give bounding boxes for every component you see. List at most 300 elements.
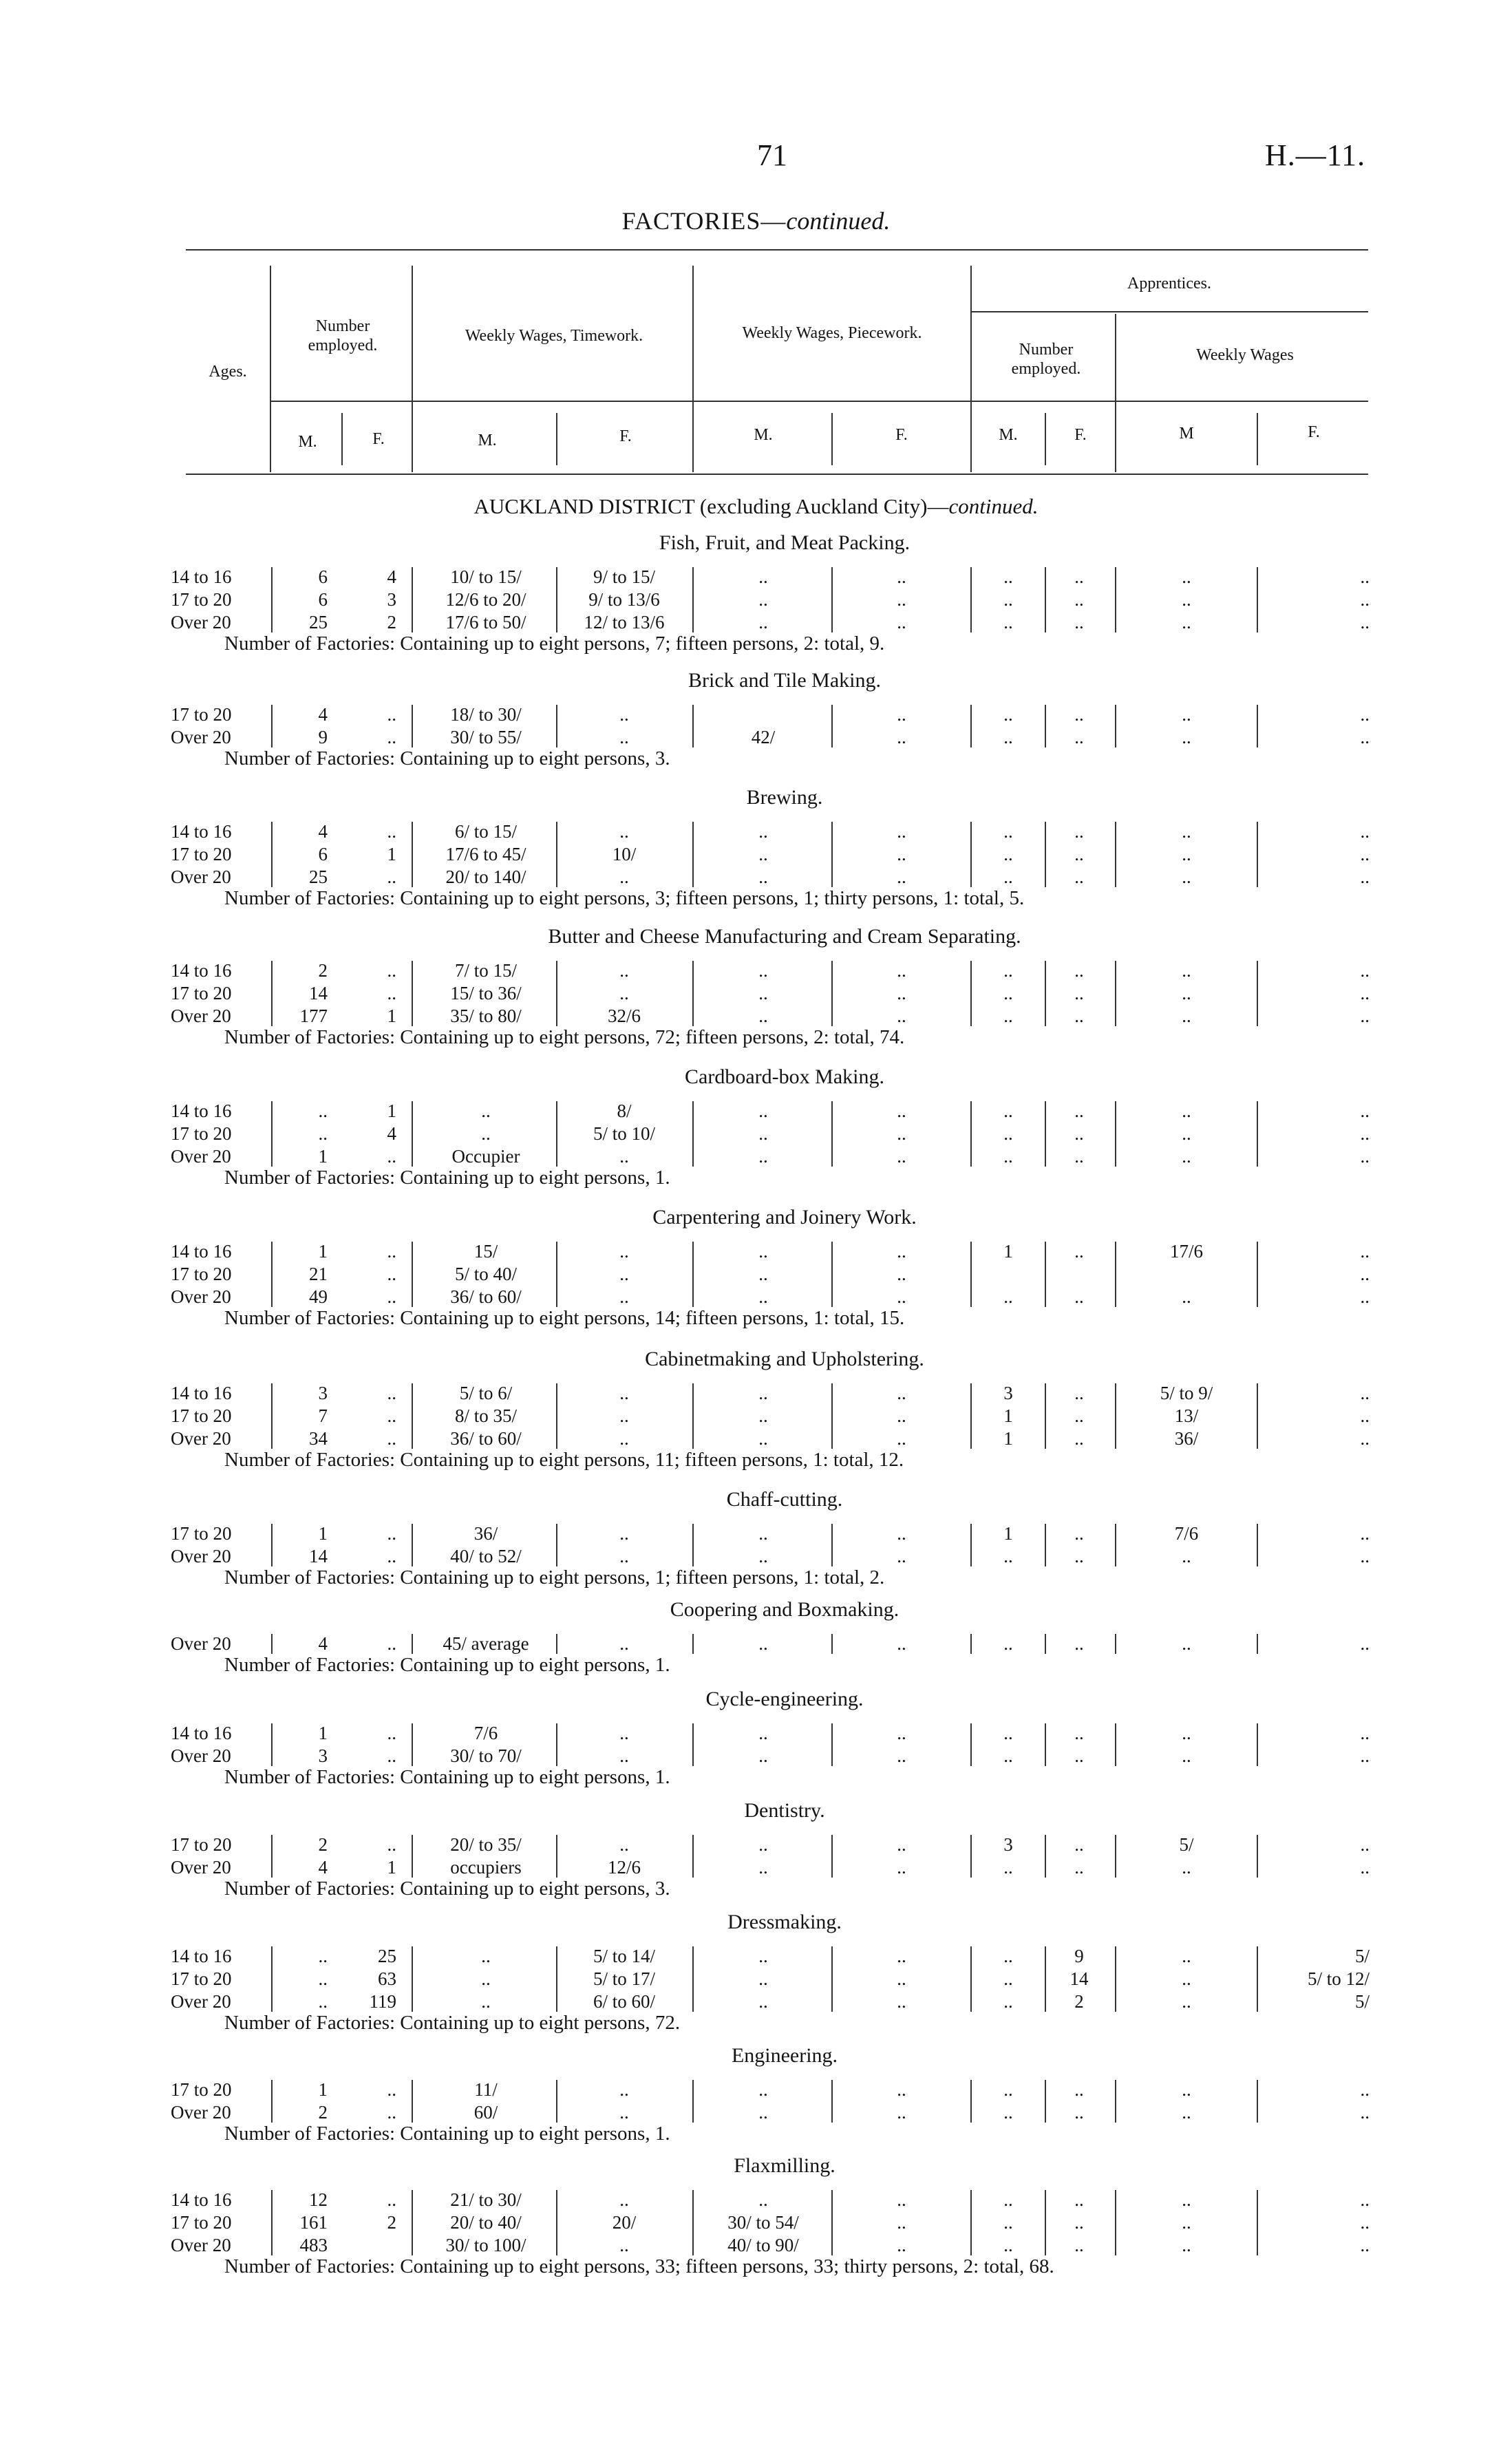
- age-cell: 14 to 16: [171, 2189, 232, 2210]
- apprentice-wage-f-cell: ..: [1360, 612, 1370, 633]
- apprentice-m-cell: ..: [1003, 1146, 1013, 1167]
- timework-f-cell: ..: [619, 1405, 629, 1426]
- apprentice-f-cell: 14: [1069, 1968, 1089, 1989]
- age-cell: 14 to 16: [171, 1723, 232, 1743]
- column-rule: [412, 1946, 413, 2012]
- timework-m-cell: 12/6 to 20/: [445, 589, 526, 610]
- apprentice-m-cell: ..: [1003, 727, 1013, 747]
- employed-m-cell: 4: [318, 704, 328, 725]
- age-cell: 14 to 16: [171, 960, 232, 981]
- piecework-m-cell: ..: [758, 612, 768, 633]
- age-cell: 17 to 20: [171, 1968, 232, 1989]
- apprentice-m-cell: ..: [1003, 566, 1013, 587]
- employed-m-cell: 6: [318, 566, 328, 587]
- apprentice-wage-f-cell: ..: [1360, 1264, 1370, 1284]
- header-bottom-rule: [186, 474, 1368, 475]
- column-rule: [1257, 2190, 1258, 2255]
- timework-m-cell: 20/ to 140/: [445, 867, 526, 887]
- section-title: Cardboard-box Making.: [685, 1065, 884, 1088]
- piecework-f-cell: ..: [897, 1968, 906, 1989]
- employed-f-cell: ..: [387, 867, 396, 887]
- piecework-f-cell: ..: [897, 1264, 906, 1284]
- column-rule: [556, 1383, 557, 1449]
- header-m: M.: [478, 432, 497, 449]
- header-f: F.: [619, 427, 632, 445]
- piecework-f-cell: ..: [897, 1723, 906, 1743]
- column-rule: [556, 1634, 557, 1654]
- piecework-f-cell: ..: [897, 1428, 906, 1449]
- column-rule: [1257, 1723, 1258, 1766]
- apprentice-wage-m-cell: ..: [1182, 1723, 1191, 1743]
- employed-m-cell: ..: [318, 1968, 328, 1989]
- apprentice-wage-m-cell: 36/: [1174, 1428, 1199, 1449]
- timework-m-cell: 20/ to 40/: [450, 2212, 522, 2233]
- piecework-m-cell: ..: [758, 1428, 768, 1449]
- apprentice-wage-f-cell: ..: [1360, 1123, 1370, 1144]
- apprentice-m-cell: ..: [1003, 1123, 1013, 1144]
- piecework-m-cell: ..: [758, 1006, 768, 1026]
- title-suffix: continued.: [786, 207, 891, 235]
- district-heading: [0, 494, 1512, 519]
- apprentice-f-cell: ..: [1074, 2102, 1084, 2123]
- column-rule: [1045, 1946, 1046, 2012]
- title-main: FACTORIES—: [621, 207, 787, 235]
- factories-summary: Number of Factories: Containing up to eight persons, 14; fifteen persons, 1: total, 15.: [224, 1307, 905, 1329]
- column-rule: [412, 822, 413, 887]
- apprentice-wage-f-cell: ..: [1360, 1146, 1370, 1167]
- employed-m-cell: 3: [318, 1745, 328, 1766]
- piecework-m-cell: ..: [758, 1745, 768, 1766]
- header-divider: [1257, 413, 1258, 465]
- employed-f-cell: ..: [387, 1428, 396, 1449]
- timework-m-cell: ..: [481, 1101, 491, 1121]
- apprentice-m-cell: ..: [1003, 1723, 1013, 1743]
- column-rule: [1257, 1101, 1258, 1167]
- apprentice-wage-f-cell: ..: [1360, 821, 1370, 842]
- piecework-m-cell: ..: [758, 2189, 768, 2210]
- timework-f-cell: 12/6: [607, 1857, 641, 1878]
- age-cell: 17 to 20: [171, 2212, 232, 2233]
- apprentice-wage-m-cell: ..: [1182, 1286, 1191, 1307]
- header-weekly-timework: Weekly Wages, Timework.: [465, 327, 643, 345]
- header-divider: [1045, 413, 1046, 465]
- timework-m-cell: 11/: [474, 2079, 498, 2100]
- column-rule: [970, 705, 972, 747]
- column-rule: [692, 822, 694, 887]
- column-rule: [271, 1946, 273, 2012]
- apprentice-wage-m-cell: ..: [1182, 566, 1191, 587]
- apprentice-wage-f-cell: 5/: [1354, 1946, 1370, 1966]
- header-m: M: [1179, 425, 1194, 443]
- apprentice-wage-m-cell: ..: [1182, 844, 1191, 864]
- column-rule: [412, 1634, 413, 1654]
- age-cell: Over 20: [171, 2102, 231, 2123]
- column-rule: [271, 567, 273, 633]
- employed-m-cell: 14: [309, 983, 328, 1003]
- column-rule: [692, 1524, 694, 1566]
- apprentice-wage-f-cell: ..: [1360, 589, 1370, 610]
- column-rule: [1257, 1242, 1258, 1307]
- timework-f-cell: ..: [619, 727, 629, 747]
- apprentice-wage-f-cell: ..: [1360, 1428, 1370, 1449]
- section-title: Flaxmilling.: [734, 2154, 835, 2177]
- age-cell: Over 20: [171, 1745, 231, 1766]
- column-rule: [1115, 705, 1116, 747]
- apprentice-f-cell: ..: [1074, 1523, 1084, 1544]
- column-rule: [1257, 1634, 1258, 1654]
- apprentice-wage-f-cell: ..: [1360, 2102, 1370, 2123]
- employed-m-cell: 2: [318, 1834, 328, 1855]
- employed-m-cell: ..: [318, 1101, 328, 1121]
- column-rule: [970, 567, 972, 633]
- piecework-m-cell: ..: [758, 1633, 768, 1654]
- factories-summary: Number of Factories: Containing up to eight persons, 1; fifteen persons, 1: total, 2.: [224, 1566, 885, 1588]
- section-title: Coopering and Boxmaking.: [670, 1598, 899, 1621]
- apprentice-m-cell: ..: [1003, 1745, 1013, 1766]
- column-rule: [412, 567, 413, 633]
- piecework-m-cell: ..: [758, 821, 768, 842]
- column-rule: [412, 1524, 413, 1566]
- apprentice-wage-f-cell: ..: [1360, 727, 1370, 747]
- timework-f-cell: ..: [619, 1286, 629, 1307]
- mf-rule: [271, 401, 1368, 402]
- section-title: Brick and Tile Making.: [688, 669, 881, 692]
- apprentice-wage-f-cell: ..: [1360, 2235, 1370, 2255]
- column-rule: [1257, 822, 1258, 887]
- apprentice-m-cell: ..: [1003, 983, 1013, 1003]
- piecework-f-cell: ..: [897, 1745, 906, 1766]
- section-title: Chaff-cutting.: [726, 1488, 843, 1511]
- piecework-m-cell: ..: [758, 983, 768, 1003]
- apprentice-m-cell: ..: [1003, 1857, 1013, 1878]
- piecework-f-cell: ..: [897, 2102, 906, 2123]
- employed-f-cell: ..: [387, 1834, 396, 1855]
- apprentice-wage-m-cell: ..: [1182, 1946, 1191, 1966]
- employed-m-cell: 2: [318, 2102, 328, 2123]
- column-rule: [692, 1946, 694, 2012]
- timework-m-cell: ..: [481, 1991, 491, 2012]
- apprentice-f-cell: ..: [1074, 867, 1084, 887]
- employed-f-cell: 4: [387, 566, 396, 587]
- employed-f-cell: ..: [387, 1383, 396, 1403]
- age-cell: 17 to 20: [171, 1123, 232, 1144]
- apprentice-wage-m-cell: ..: [1182, 727, 1191, 747]
- section-title: Engineering.: [731, 2044, 838, 2067]
- section-title: Dentistry.: [744, 1799, 825, 1822]
- column-rule: [1257, 2080, 1258, 2123]
- column-rule: [1115, 1946, 1116, 2012]
- apprentice-m-cell: ..: [1003, 1286, 1013, 1307]
- header-divider: [556, 413, 557, 465]
- column-rule: [556, 567, 557, 633]
- employed-f-cell: ..: [387, 704, 396, 725]
- piecework-f-cell: ..: [897, 589, 906, 610]
- apprentice-wage-f-cell: ..: [1360, 1633, 1370, 1654]
- column-rule: [1045, 1101, 1046, 1167]
- apprentice-f-cell: ..: [1074, 1101, 1084, 1121]
- column-rule: [1115, 961, 1116, 1026]
- column-rule: [556, 1101, 557, 1167]
- employed-f-cell: 1: [387, 1101, 396, 1121]
- employed-f-cell: ..: [387, 1286, 396, 1307]
- column-rule: [556, 2190, 557, 2255]
- employed-m-cell: ..: [318, 1991, 328, 2012]
- apprentice-wage-f-cell: ..: [1360, 1834, 1370, 1855]
- age-cell: 14 to 16: [171, 1241, 232, 1262]
- column-rule: [412, 2080, 413, 2123]
- employed-f-cell: ..: [387, 1523, 396, 1544]
- factories-summary: Number of Factories: Containing up to eight persons, 33; fifteen persons, 33; thirty persons, 2: total, 68.: [224, 2255, 1054, 2277]
- column-rule: [271, 2190, 273, 2255]
- apprentice-m-cell: 3: [1003, 1383, 1013, 1403]
- age-cell: 17 to 20: [171, 1405, 232, 1426]
- column-rule: [1045, 1723, 1046, 1766]
- apprentice-wage-f-cell: ..: [1360, 1723, 1370, 1743]
- piecework-f-cell: ..: [897, 2212, 906, 2233]
- piecework-f-cell: ..: [897, 1286, 906, 1307]
- apprentice-m-cell: ..: [1003, 1101, 1013, 1121]
- header-app-weekly-wages: Weekly Wages: [1196, 346, 1294, 364]
- apprentice-f-cell: ..: [1074, 983, 1084, 1003]
- column-rule: [1115, 2080, 1116, 2123]
- apprentice-f-cell: 2: [1074, 1991, 1084, 2012]
- age-cell: Over 20: [171, 2235, 231, 2255]
- apprentice-wage-f-cell: 5/ to 12/: [1307, 1968, 1370, 1989]
- apprentice-m-cell: ..: [1003, 844, 1013, 864]
- column-rule: [970, 2080, 972, 2123]
- column-rule: [970, 1723, 972, 1766]
- employed-m-cell: 2: [318, 960, 328, 981]
- district-name: AUCKLAND DISTRICT (excluding Auckland City)—: [473, 494, 949, 518]
- column-rule: [271, 961, 273, 1026]
- apprentice-f-cell: ..: [1074, 1745, 1084, 1766]
- column-rule: [1045, 961, 1046, 1026]
- apprentice-wage-f-cell: ..: [1360, 867, 1370, 887]
- apprentice-wage-f-cell: ..: [1360, 1745, 1370, 1766]
- employed-f-cell: ..: [387, 1546, 396, 1566]
- apprentice-f-cell: ..: [1074, 2235, 1084, 2255]
- column-rule: [692, 1383, 694, 1449]
- employed-f-cell: ..: [387, 2102, 396, 2123]
- apprentice-wage-f-cell: ..: [1360, 1383, 1370, 1403]
- timework-f-cell: ..: [619, 1241, 629, 1262]
- apprentice-f-cell: ..: [1074, 1857, 1084, 1878]
- timework-f-cell: ..: [619, 1264, 629, 1284]
- timework-f-cell: ..: [619, 2189, 629, 2210]
- apprentice-wage-f-cell: ..: [1360, 1546, 1370, 1566]
- employed-m-cell: 14: [309, 1546, 328, 1566]
- column-rule: [1045, 1383, 1046, 1449]
- column-rule: [271, 822, 273, 887]
- timework-m-cell: 20/ to 35/: [450, 1834, 522, 1855]
- timework-f-cell: 9/ to 15/: [593, 566, 655, 587]
- column-rule: [556, 1946, 557, 2012]
- age-cell: Over 20: [171, 1286, 231, 1307]
- column-rule: [831, 822, 833, 887]
- piecework-f-cell: ..: [897, 844, 906, 864]
- employed-f-cell: ..: [387, 821, 396, 842]
- piecework-m-cell: ..: [758, 1405, 768, 1426]
- timework-m-cell: 35/ to 80/: [450, 1006, 522, 1026]
- employed-m-cell: 161: [299, 2212, 328, 2233]
- column-rule: [1115, 567, 1116, 633]
- column-rule: [970, 1242, 972, 1307]
- timework-f-cell: 20/: [612, 2212, 637, 2233]
- timework-f-cell: 12/ to 13/6: [584, 612, 665, 633]
- section-title: Dressmaking.: [727, 1911, 842, 1933]
- header-top-rule: [186, 249, 1368, 251]
- column-rule: [1045, 567, 1046, 633]
- column-rule: [556, 1723, 557, 1766]
- employed-m-cell: 483: [299, 2235, 328, 2255]
- employed-m-cell: 49: [309, 1286, 328, 1307]
- piecework-m-cell: ..: [758, 1286, 768, 1307]
- apprentice-m-cell: ..: [1003, 1946, 1013, 1966]
- apprentice-wage-m-cell: ..: [1182, 2079, 1191, 2100]
- employed-f-cell: ..: [387, 1264, 396, 1284]
- piecework-f-cell: ..: [897, 1857, 906, 1878]
- column-rule: [1115, 1634, 1116, 1654]
- column-rule: [412, 961, 413, 1026]
- apprentice-m-cell: 1: [1003, 1241, 1013, 1262]
- column-rule: [556, 2080, 557, 2123]
- apprentice-wage-m-cell: ..: [1182, 1633, 1191, 1654]
- apprentice-f-cell: ..: [1074, 1146, 1084, 1167]
- piecework-f-cell: ..: [897, 1383, 906, 1403]
- timework-m-cell: 15/ to 36/: [450, 983, 522, 1003]
- timework-f-cell: ..: [619, 704, 629, 725]
- column-rule: [970, 2190, 972, 2255]
- employed-m-cell: 1: [318, 1146, 328, 1167]
- employed-f-cell: 4: [387, 1123, 396, 1144]
- apprentice-wage-m-cell: ..: [1182, 2235, 1191, 2255]
- piecework-f-cell: ..: [897, 566, 906, 587]
- piecework-m-cell: ..: [758, 867, 768, 887]
- column-rule: [970, 1383, 972, 1449]
- age-cell: 14 to 16: [171, 821, 232, 842]
- column-rule: [831, 1242, 833, 1307]
- apprentice-wage-f-cell: ..: [1360, 1006, 1370, 1026]
- age-cell: 17 to 20: [171, 983, 232, 1003]
- apprentice-f-cell: ..: [1074, 1286, 1084, 1307]
- column-rule: [831, 1634, 833, 1654]
- timework-f-cell: 5/ to 10/: [593, 1123, 655, 1144]
- age-cell: Over 20: [171, 1633, 231, 1654]
- apprentice-wage-f-cell: ..: [1360, 2079, 1370, 2100]
- column-rule: [1045, 2190, 1046, 2255]
- timework-m-cell: 17/6 to 45/: [445, 844, 526, 864]
- factories-summary: Number of Factories: Containing up to eight persons, 1.: [224, 2123, 670, 2145]
- timework-f-cell: 9/ to 13/6: [588, 589, 660, 610]
- apprentice-m-cell: ..: [1003, 867, 1013, 887]
- column-rule: [970, 1835, 972, 1878]
- column-rule: [271, 1242, 273, 1307]
- factories-summary: Number of Factories: Containing up to eight persons, 1.: [224, 1167, 670, 1189]
- page-title: [0, 206, 1512, 235]
- piecework-f-cell: ..: [897, 1241, 906, 1262]
- apprentice-wage-m-cell: ..: [1182, 867, 1191, 887]
- factories-summary: Number of Factories: Containing up to eight persons, 3.: [224, 1878, 670, 1900]
- apprentice-wage-f-cell: ..: [1360, 844, 1370, 864]
- apprentice-wage-f-cell: ..: [1360, 1523, 1370, 1544]
- employed-m-cell: 6: [318, 844, 328, 864]
- employed-f-cell: ..: [387, 727, 396, 747]
- apprentice-f-cell: ..: [1074, 1834, 1084, 1855]
- age-cell: Over 20: [171, 1006, 231, 1026]
- piecework-f-cell: ..: [897, 821, 906, 842]
- column-rule: [1045, 1242, 1046, 1307]
- employed-m-cell: 6: [318, 589, 328, 610]
- piecework-m-cell: ..: [758, 1991, 768, 2012]
- piecework-f-cell: ..: [897, 2235, 906, 2255]
- section-title: Cycle-engineering.: [705, 1688, 864, 1710]
- timework-m-cell: 10/ to 15/: [450, 566, 522, 587]
- age-cell: 17 to 20: [171, 1523, 232, 1544]
- employed-m-cell: 7: [318, 1405, 328, 1426]
- piecework-m-cell: ..: [758, 960, 768, 981]
- piecework-f-cell: ..: [897, 1834, 906, 1855]
- timework-f-cell: ..: [619, 1633, 629, 1654]
- piecework-m-cell: ..: [758, 1546, 768, 1566]
- timework-f-cell: 10/: [612, 844, 637, 864]
- column-rule: [412, 1383, 413, 1449]
- piecework-m-cell: ..: [758, 1723, 768, 1743]
- piecework-f-cell: ..: [897, 704, 906, 725]
- piecework-m-cell: ..: [758, 1946, 768, 1966]
- employed-f-cell: 1: [387, 844, 396, 864]
- column-rule: [831, 2190, 833, 2255]
- factories-summary: Number of Factories: Containing up to eight persons, 1.: [224, 1654, 670, 1676]
- timework-f-cell: ..: [619, 1146, 629, 1167]
- column-rule: [271, 1524, 273, 1566]
- apprentice-wage-m-cell: ..: [1182, 960, 1191, 981]
- apprentice-m-cell: ..: [1003, 1991, 1013, 2012]
- header-f: F.: [1074, 426, 1087, 444]
- column-rule: [271, 1634, 273, 1654]
- piecework-m-cell: ..: [758, 1857, 768, 1878]
- timework-m-cell: 18/ to 30/: [450, 704, 522, 725]
- column-rule: [692, 705, 694, 747]
- timework-f-cell: ..: [619, 1383, 629, 1403]
- column-rule: [1257, 1946, 1258, 2012]
- apprentice-m-cell: 1: [1003, 1405, 1013, 1426]
- piecework-f-cell: ..: [897, 1546, 906, 1566]
- timework-f-cell: 5/ to 17/: [593, 1968, 655, 1989]
- age-cell: 14 to 16: [171, 1101, 232, 1121]
- employed-m-cell: 1: [318, 1241, 328, 1262]
- apprentice-wage-m-cell: ..: [1182, 1857, 1191, 1878]
- age-cell: 17 to 20: [171, 1834, 232, 1855]
- piecework-m-cell: 40/ to 90/: [727, 2235, 799, 2255]
- apprentice-f-cell: ..: [1074, 2079, 1084, 2100]
- column-rule: [1115, 1242, 1116, 1307]
- column-rule: [1257, 567, 1258, 633]
- header-m: M.: [999, 426, 1018, 444]
- apprentice-m-cell: 1: [1003, 1428, 1013, 1449]
- column-rule: [692, 2080, 694, 2123]
- age-cell: 17 to 20: [171, 589, 232, 610]
- header-divider: [970, 266, 972, 472]
- apprentice-m-cell: ..: [1003, 612, 1013, 633]
- employed-m-cell: ..: [318, 1946, 328, 1966]
- column-rule: [1045, 705, 1046, 747]
- column-rule: [556, 822, 557, 887]
- apprentice-wage-f-cell: ..: [1360, 1286, 1370, 1307]
- apprentice-wage-m-cell: ..: [1182, 2102, 1191, 2123]
- column-rule: [831, 1101, 833, 1167]
- header-f: F.: [1308, 423, 1320, 441]
- apprentice-f-cell: ..: [1074, 1383, 1084, 1403]
